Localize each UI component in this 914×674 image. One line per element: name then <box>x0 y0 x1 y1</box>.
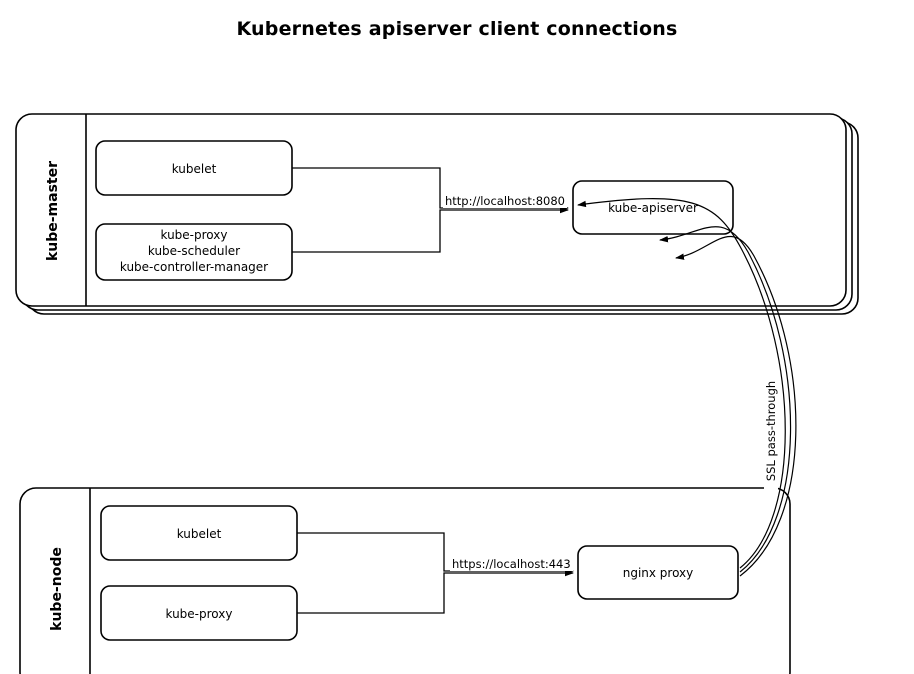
kube-node-group-label: kube-node <box>49 547 65 631</box>
label-node-kube-proxy: kube-proxy <box>165 607 233 621</box>
edge-label-master-http: http://localhost:8080 <box>445 194 565 208</box>
label-kube-apiserver: kube-apiserver <box>608 201 698 215</box>
label-nginx-proxy: nginx proxy <box>622 566 694 580</box>
label-node-kubelet: kubelet <box>176 527 222 541</box>
edge-label-node-https: https://localhost:443 <box>452 557 571 571</box>
label-master-kubelet: kubelet <box>171 162 217 176</box>
label-master-kube-proxy: kube-proxy <box>160 228 228 242</box>
kube-master-group-label: kube-master <box>45 160 61 262</box>
label-master-controllers <box>96 227 292 276</box>
edge-label-ssl-passthrough: SSL pass-through <box>764 366 778 496</box>
label-master-kube-scheduler: kube-scheduler <box>147 244 241 259</box>
page-title: Kubernetes apiserver client connections <box>236 18 678 40</box>
label-master-kube-controller-manager: kube-controller-manager <box>119 260 269 275</box>
